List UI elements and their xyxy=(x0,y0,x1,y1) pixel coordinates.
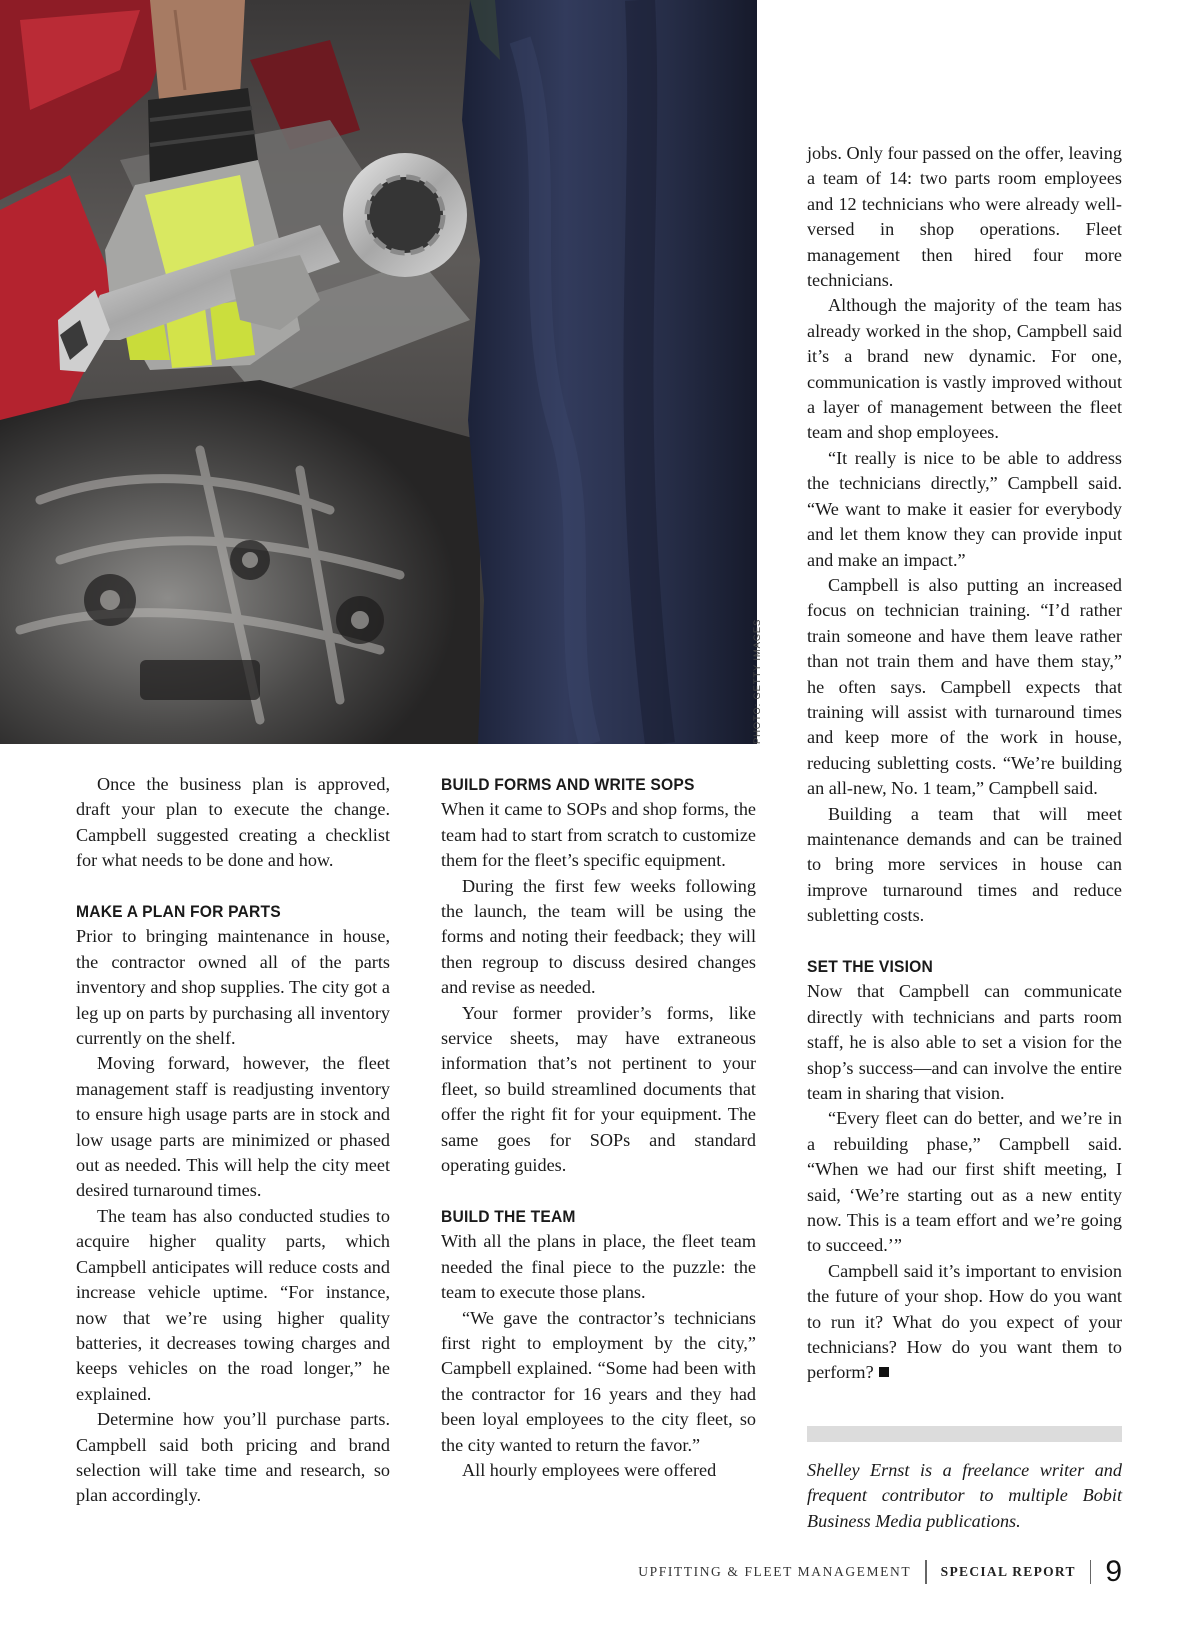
paragraph: Now that Campbell can communicate directly with technicians and parts room staff, he is also able to set a vision for the shop’s success—and can involve the entire team in sharing that vision. xyxy=(807,981,1122,1104)
end-of-article-mark xyxy=(879,1367,889,1377)
section-heading: SET THE VISION xyxy=(807,956,933,976)
footer-divider xyxy=(1090,1560,1092,1584)
paragraph: jobs. Only four passed on the offer, leaving a team of 14: two parts room employees and 12 technicians who were already well-versed in shop operations. Fleet management then hired four more technicians. xyxy=(807,143,1122,291)
paragraph: Campbell is also putting an increased focus on technician training. “I’d rather train someone and have them leave rather than not train them and have them stay,” he often says. Campbell expects that training will assist with turnaround times and keep more of the work in house, reducing subletting costs. “We’re building an all-new, No. 1 team,” Campbell said. xyxy=(807,574,1122,799)
paragraph: Moving forward, however, the fleet management staff is readjusting inventory to ensure high usage parts are in stock and low usage parts are minimized or phased out as needed. This will help the city meet desired turnaround times. xyxy=(76,1053,390,1201)
page-footer xyxy=(638,1555,1122,1589)
article-column-2 xyxy=(441,772,756,1483)
author-bio: Shelley Ernst is a freelance writer and frequent contributor to multiple Bobit Business Media publications. xyxy=(807,1460,1122,1531)
paragraph: When it came to SOPs and shop forms, the team had to start from scratch to customize them for the fleet’s specific equipment. xyxy=(441,799,756,871)
paragraph: Although the majority of the team has already worked in the shop, Campbell said it’s a brand new dynamic. For one, communication is vastly improved without a layer of management between the fleet team and shop employees. xyxy=(807,295,1122,443)
paragraph: Your former provider’s forms, like service sheets, may have extraneous information that’s not pertinent to your fleet, so build streamlined documents that offer the right fit for your equipment. The same goes for SOPs and standard operating guides. xyxy=(441,1002,756,1176)
paragraph: “It really is nice to be able to address the technicians directly,” Campbell said. “We want to make it easier for everybody and let them know they can provide input and make an impact.” xyxy=(807,447,1122,570)
paragraph: With all the plans in place, the fleet team needed the final piece to the puzzle: the team to execute those plans. xyxy=(441,1231,756,1303)
paragraph xyxy=(807,1259,1122,1386)
paragraph: During the first few weeks following the launch, the team will be using the forms and noting their feedback; they will then regroup to discuss desired changes and revise as needed. xyxy=(441,875,756,998)
paragraph: Building a team that will meet maintenance demands and can be trained to bring more services in house can improve turnaround times and reduce subletting costs. xyxy=(807,803,1122,926)
paragraph: Once the business plan is approved, draft your plan to execute the change. Campbell suggested creating a checklist for what needs to be done and how. xyxy=(76,774,390,871)
paragraph: Prior to bringing maintenance in house, the contractor owned all of the parts inventory and shop supplies. The city got a leg up on parts by purchasing all inventory currently on the shelf. xyxy=(76,926,390,1049)
footer-divider xyxy=(925,1560,927,1584)
section-name: SPECIAL REPORT xyxy=(940,1564,1076,1579)
section-heading: BUILD FORMS AND WRITE SOPS xyxy=(441,775,695,794)
article-column-1 xyxy=(76,772,390,1509)
paragraph: “Every fleet can do better, and we’re in a rebuilding phase,” Campbell said. “When we had our first shift meeting, I said, ‘We’re starting out as a new entity now. This is a team effort and we’re going to succeed.’” xyxy=(807,1108,1122,1256)
page-number: 9 xyxy=(1105,1555,1122,1588)
mechanic-wrench-illustration xyxy=(0,0,757,744)
publication-name: UPFITTING & FLEET MANAGEMENT xyxy=(638,1564,912,1579)
hero-photo xyxy=(0,0,757,744)
paragraph: Determine how you’ll purchase parts. Campbell said both pricing and brand selection will take time and research, so plan accordingly. xyxy=(76,1409,390,1506)
bio-divider xyxy=(807,1426,1122,1442)
section-heading: BUILD THE TEAM xyxy=(441,1206,576,1226)
paragraph: All hourly employees were offered xyxy=(462,1459,717,1480)
paragraph: The team has also conducted studies to acquire higher quality parts, which Campbell anticipates will reduce costs and increase vehicle uptime. “For instance, now that we’re using higher quality batteries, it decreases towing charges and keeps vehicles on the road longer,” he explained. xyxy=(76,1205,390,1404)
paragraph-text: Campbell said it’s important to envision the future of your shop. How do you want to run it? What do you expect of your technicians? How do you want them to perform? xyxy=(807,1260,1122,1383)
photo-credit: PHOTO: GETTY IMAGES xyxy=(752,618,763,744)
article-column-3 xyxy=(807,141,1122,1386)
section-heading: MAKE A PLAN FOR PARTS xyxy=(76,902,281,922)
paragraph: “We gave the contractor’s technicians first right to employment by the city,” Campbell explained. “Some had been with the contractor for 16 years and they had been loyal employees to the city fleet, so the city wanted to return the favor.” xyxy=(441,1307,756,1455)
